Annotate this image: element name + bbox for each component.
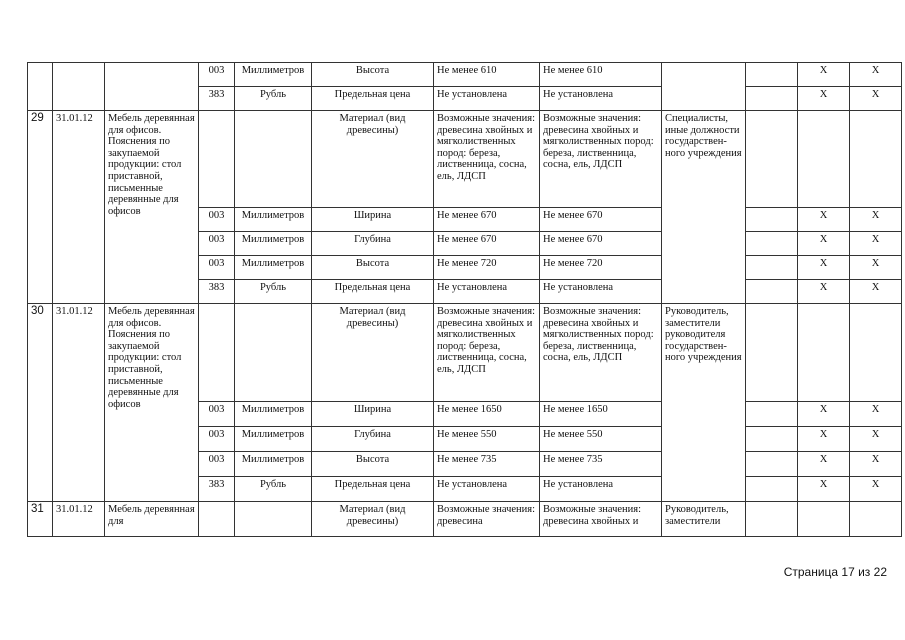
cell-unit-name: Миллиметров [235,452,312,477]
cell-value-1: Не установлена [434,477,540,502]
cell-unit-code: 003 [199,256,235,280]
cell-unit-code [199,304,235,402]
cell-okpd: 31.01.12 [53,304,105,502]
cell-value-1: Не менее 670 [434,208,540,232]
cell-empty [746,87,798,111]
cell-empty [746,502,798,537]
cell-value-1: Возможные значения: древесина [434,502,540,537]
cell-num: 30 [28,304,53,502]
cell-unit-name: Рубль [235,87,312,111]
cell-x-2: X [850,402,902,427]
cell-unit-code: 003 [199,232,235,256]
cell-empty [798,304,850,402]
cell-unit-name: Рубль [235,280,312,304]
cell-x-2: X [850,256,902,280]
cell-value-1: Не менее 670 [434,232,540,256]
cell-name [105,63,199,111]
cell-value-2: Не менее 1650 [540,402,662,427]
cell-empty [746,304,798,402]
cell-unit-name: Миллиметров [235,232,312,256]
cell-unit-code [199,111,235,208]
cell-unit-code: 383 [199,280,235,304]
cell-empty [746,477,798,502]
cell-empty [746,427,798,452]
cell-okpd: 31.01.12 [53,502,105,537]
cell-characteristic: Глубина [312,232,434,256]
cell-unit-name [235,111,312,208]
cell-category [662,63,746,111]
cell-unit-code: 003 [199,63,235,87]
cell-characteristic: Ширина [312,208,434,232]
cell-empty [850,502,902,537]
cell-x-2: X [850,452,902,477]
cell-value-2: Не менее 610 [540,63,662,87]
cell-x-1: X [798,208,850,232]
cell-characteristic: Предельная цена [312,280,434,304]
cell-x-2: X [850,232,902,256]
cell-empty [746,111,798,208]
cell-value-2: Не установлена [540,87,662,111]
cell-category: Руководитель, заместители руководителя государствен-ного учреждения [662,304,746,502]
cell-x-1: X [798,280,850,304]
cell-value-1: Не установлена [434,280,540,304]
cell-characteristic: Предельная цена [312,87,434,111]
table-row [28,502,902,537]
cell-name: Мебель деревянная для [105,502,199,537]
cell-x-2: X [850,208,902,232]
cell-value-2: Не менее 670 [540,208,662,232]
cell-empty [746,280,798,304]
cell-x-2: X [850,477,902,502]
cell-x-1: X [798,452,850,477]
cell-value-2: Возможные значения: древесина хвойных и мягколиственных пород: береза, лиственница, сосна, ель, ЛДСП [540,304,662,402]
cell-name: Мебель деревянная для офисов. Пояснения по закупаемой продукции: стол приставной, письменные деревянные для офисов [105,111,199,304]
cell-characteristic: Высота [312,452,434,477]
cell-num: 31 [28,502,53,537]
specification-table [27,62,902,537]
cell-empty [746,256,798,280]
cell-x-1: X [798,63,850,87]
cell-empty [746,232,798,256]
cell-value-2: Не установлена [540,477,662,502]
cell-unit-name: Миллиметров [235,402,312,427]
cell-x-1: X [798,87,850,111]
cell-unit-name [235,502,312,537]
cell-unit-name: Миллиметров [235,427,312,452]
cell-x-2: X [850,280,902,304]
cell-characteristic: Предельная цена [312,477,434,502]
cell-value-1: Не установлена [434,87,540,111]
cell-value-2: Не менее 720 [540,256,662,280]
cell-unit-name: Рубль [235,477,312,502]
cell-value-2: Не установлена [540,280,662,304]
table-row [28,111,902,208]
cell-unit-code: 003 [199,402,235,427]
cell-x-1: X [798,477,850,502]
cell-x-1: X [798,427,850,452]
cell-unit-code: 383 [199,477,235,502]
cell-num: 29 [28,111,53,304]
cell-empty [850,304,902,402]
cell-okpd [53,63,105,111]
cell-value-1: Возможные значения: древесина хвойных и мягколиственных пород: береза, лиственница, сосна, ель, ЛДСП [434,304,540,402]
cell-name: Мебель деревянная для офисов. Пояснения по закупаемой продукции: стол приставной, письменные деревянные для офисов [105,304,199,502]
cell-empty [850,111,902,208]
cell-empty [798,502,850,537]
cell-characteristic: Высота [312,256,434,280]
cell-category: Специалисты, иные должности государствен-ного учреждения [662,111,746,304]
cell-unit-code: 003 [199,427,235,452]
cell-value-1: Не менее 550 [434,427,540,452]
cell-characteristic: Материал (вид древесины) [312,502,434,537]
cell-value-1: Не менее 735 [434,452,540,477]
cell-empty [746,402,798,427]
page-number: Страница 17 из 22 [783,565,887,579]
cell-value-2: Возможные значения: древесина хвойных и [540,502,662,537]
cell-value-1: Не менее 1650 [434,402,540,427]
cell-value-1: Не менее 720 [434,256,540,280]
cell-x-1: X [798,402,850,427]
cell-unit-code: 003 [199,452,235,477]
cell-characteristic: Ширина [312,402,434,427]
cell-empty [798,111,850,208]
cell-empty [746,208,798,232]
cell-x-1: X [798,232,850,256]
cell-x-2: X [850,427,902,452]
cell-value-1: Не менее 610 [434,63,540,87]
cell-value-2: Возможные значения: древесина хвойных и мягколиственных пород: береза, лиственница, сосна, ель, ЛДСП [540,111,662,208]
cell-empty [746,63,798,87]
cell-x-1: X [798,256,850,280]
cell-unit-code: 383 [199,87,235,111]
cell-empty [746,452,798,477]
cell-unit-name: Миллиметров [235,63,312,87]
cell-value-2: Не менее 550 [540,427,662,452]
table-row [28,63,902,87]
cell-okpd: 31.01.12 [53,111,105,304]
cell-unit-name [235,304,312,402]
cell-unit-name: Миллиметров [235,256,312,280]
cell-characteristic: Материал (вид древесины) [312,304,434,402]
cell-unit-name: Миллиметров [235,208,312,232]
table-row [28,304,902,402]
cell-characteristic: Глубина [312,427,434,452]
cell-unit-code [199,502,235,537]
cell-value-2: Не менее 670 [540,232,662,256]
cell-characteristic: Материал (вид древесины) [312,111,434,208]
cell-value-2: Не менее 735 [540,452,662,477]
cell-value-1: Возможные значения: древесина хвойных и мягколиственных пород: береза, лиственница, сосна, ель, ЛДСП [434,111,540,208]
cell-unit-code: 003 [199,208,235,232]
cell-x-2: X [850,63,902,87]
cell-characteristic: Высота [312,63,434,87]
cell-x-2: X [850,87,902,111]
cell-category: Руководитель, заместители [662,502,746,537]
cell-num [28,63,53,111]
